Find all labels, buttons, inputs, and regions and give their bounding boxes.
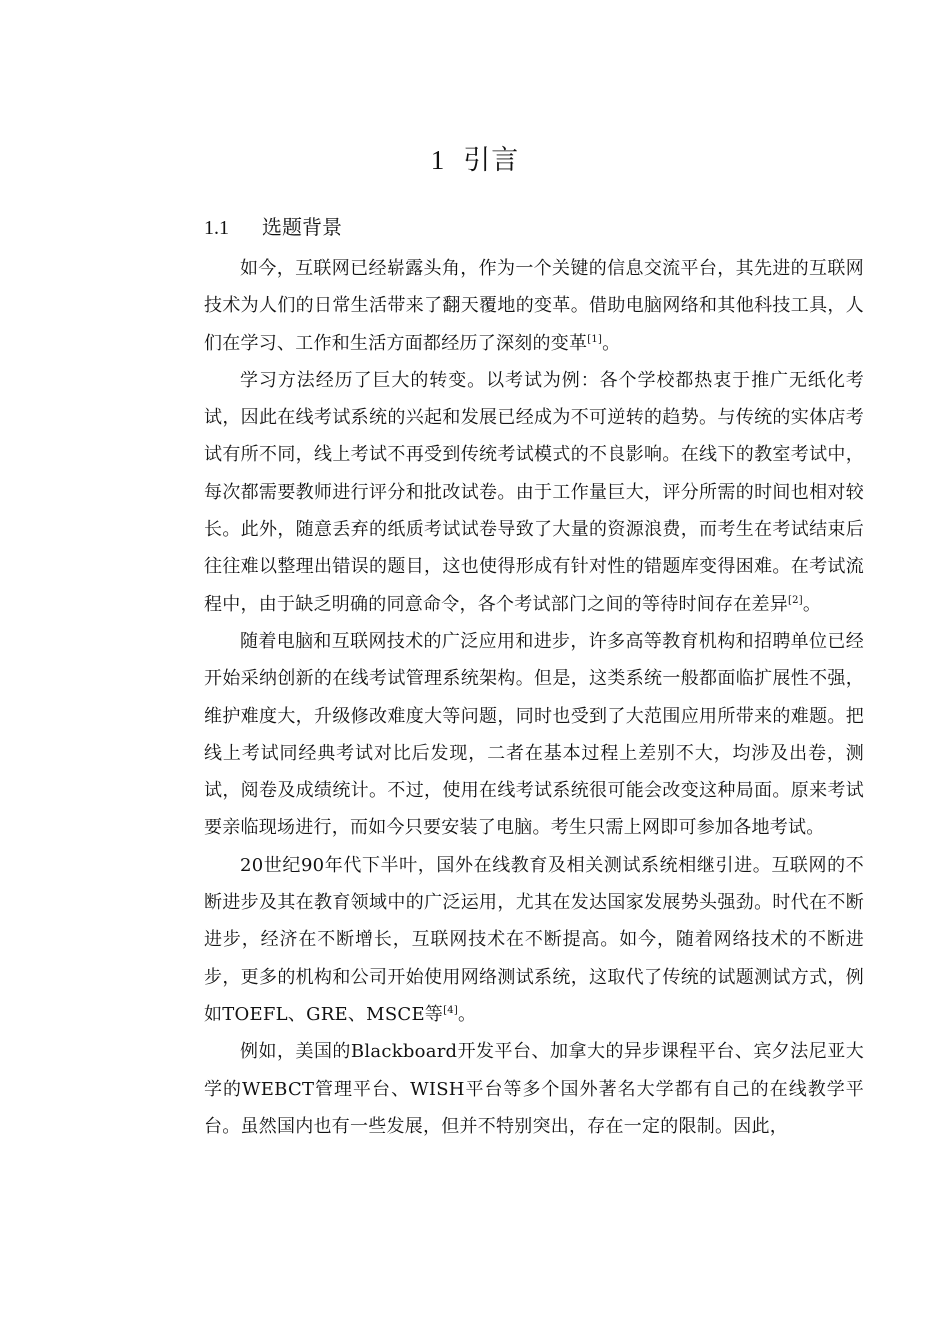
chapter-number: 1 bbox=[430, 145, 446, 175]
paragraph-3 bbox=[204, 623, 864, 847]
citation-ref: [1] bbox=[587, 333, 603, 345]
paragraph-text: 例如，美国的Blackboard开发平台、加拿大的异步课程平台、宾夕法尼亚大学的WEBCT管理平台、WISH平台等多个国外著名大学都有自己的在线教学平台。虽然国内也有一些发展，但并不特别突出，存在一定的限制。因此， bbox=[204, 1041, 864, 1137]
paragraph-text: 随着电脑和互联网技术的广泛应用和进步，许多高等教育机构和招聘单位已经开始采纳创新的在线考试管理系统架构。但是，这类系统一般都面临扩展性不强，维护难度大，升级修改难度大等问题，同时也受到了大范围应用所带来的难题。把线上考试同经典考试对比后发现，二者在基本过程上差别不大，均涉及出卷，测试，阅卷及成绩统计。不过，使用在线考试系统很可能会改变这种局面。原来考试要亲临现场进行，而如今只要安装了电脑。考生只需上网即可参加各地考试。 bbox=[204, 630, 864, 839]
paragraph-end: 。 bbox=[458, 1003, 477, 1025]
body-text bbox=[204, 250, 864, 1145]
paragraph-end: 。 bbox=[802, 593, 822, 615]
section-number: 1.1 bbox=[204, 217, 229, 239]
paragraph-1 bbox=[204, 250, 864, 362]
citation-ref: [4] bbox=[443, 1004, 459, 1016]
citation-ref: [2] bbox=[788, 594, 803, 606]
paragraph-4 bbox=[204, 847, 864, 1033]
chapter-title bbox=[0, 140, 950, 181]
section-heading bbox=[204, 210, 342, 245]
paragraph-text: 20世纪90年代下半叶，国外在线教育及相关测试系统相继引进。互联网的不断进步及其在教育领域中的广泛运用，尤其在发达国家发展势头强劲。时代在不断进步，经济在不断增长，互联网技术在不断提高。如今，随着网络技术的不断进步，更多的机构和公司开始使用网络测试系统，这取代了传统的试题测试方式，例如TOEFL、GRE、MSCE等 bbox=[204, 854, 864, 1025]
paragraph-text: 学习方法经历了巨大的转变。以考试为例：各个学校都热衷于推广无纸化考试，因此在线考试系统的兴起和发展已经成为不可逆转的趋势。与传统的实体店考试有所不同，线上考试不再受到传统考试模式的不良影响。在线下的教室考试中，每次都需要教师进行评分和批改试卷。由于工作量巨大，评分所需的时间也相对较长。此外，随意丢弃的纸质考试试卷导致了大量的资源浪费，而考生在考试结束后往往难以整理出错误的题目，这也使得形成有针对性的错题库变得困难。在考试流程中，由于缺乏明确的同意命令，各个考试部门之间的等待时间存在差异 bbox=[204, 369, 864, 615]
section-title: 选题背景 bbox=[262, 215, 342, 239]
chapter-title-text: 引言 bbox=[463, 145, 520, 176]
paragraph-end: 。 bbox=[602, 332, 621, 354]
paragraph-5 bbox=[204, 1033, 864, 1145]
paragraph-text: 如今，互联网已经崭露头角，作为一个关键的信息交流平台，其先进的互联网技术为人们的日常生活带来了翻天覆地的变革。借助电脑网络和其他科技工具，人们在学习、工作和生活方面都经历了深刻的变革 bbox=[204, 258, 864, 354]
paragraph-2 bbox=[204, 362, 864, 623]
